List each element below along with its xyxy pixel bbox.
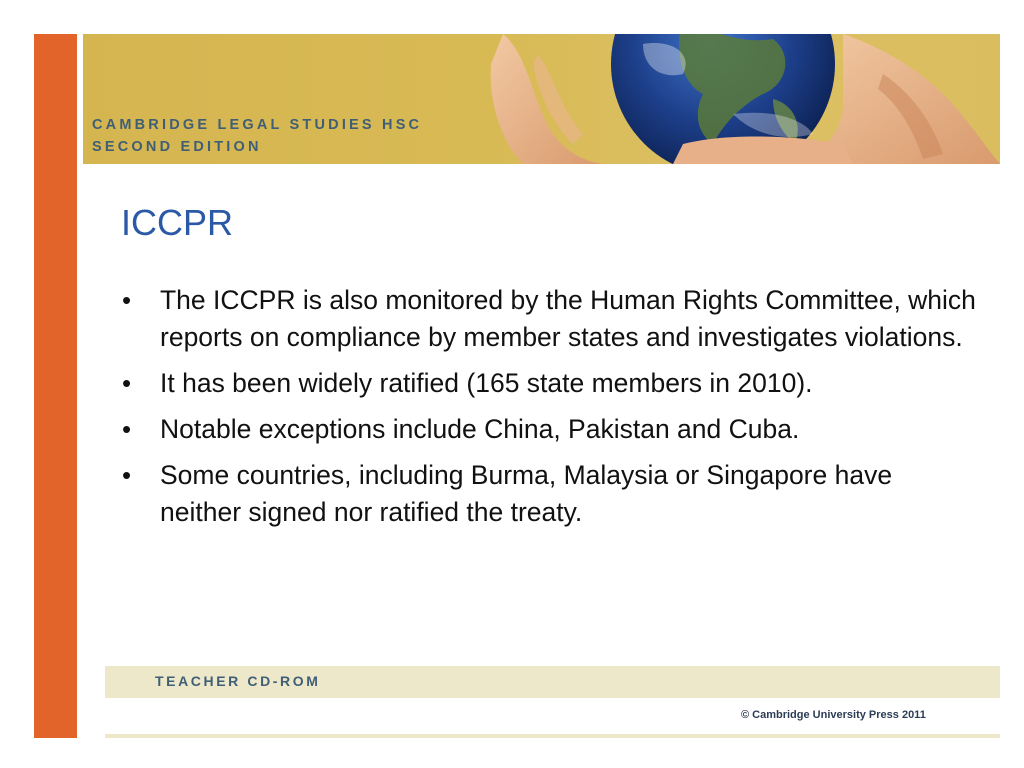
header-banner xyxy=(83,34,1000,164)
bullet-icon: • xyxy=(122,285,132,315)
bullet-item xyxy=(120,457,980,531)
bullet-item xyxy=(120,365,980,402)
footer-band xyxy=(105,666,1000,698)
bullet-item xyxy=(120,282,980,356)
bullet-text: Notable exceptions include China, Pakistan and Cuba. xyxy=(160,414,800,444)
edition-label: SECOND EDITION xyxy=(92,139,262,155)
bullet-item xyxy=(120,411,980,448)
footer-label: TEACHER CD-ROM xyxy=(155,673,321,689)
bullet-text: It has been widely ratified (165 state members in 2010). xyxy=(160,368,813,398)
bullet-icon: • xyxy=(122,460,132,490)
bullet-icon: • xyxy=(122,368,132,398)
bullet-list xyxy=(120,282,980,540)
bullet-icon: • xyxy=(122,414,132,444)
bullet-text: Some countries, including Burma, Malaysia or Singapore have neither signed nor ratified the treaty. xyxy=(160,460,893,527)
orange-side-bar xyxy=(34,34,77,738)
slide-title: ICCPR xyxy=(121,202,234,243)
bullet-text: The ICCPR is also monitored by the Human Rights Committee, which reports on compliance by member states and investigates violations. xyxy=(160,285,976,352)
bottom-divider xyxy=(105,734,1000,738)
copyright-notice: © Cambridge University Press 2011 xyxy=(741,709,926,721)
series-title: CAMBRIDGE LEGAL STUDIES HSC xyxy=(92,117,423,133)
